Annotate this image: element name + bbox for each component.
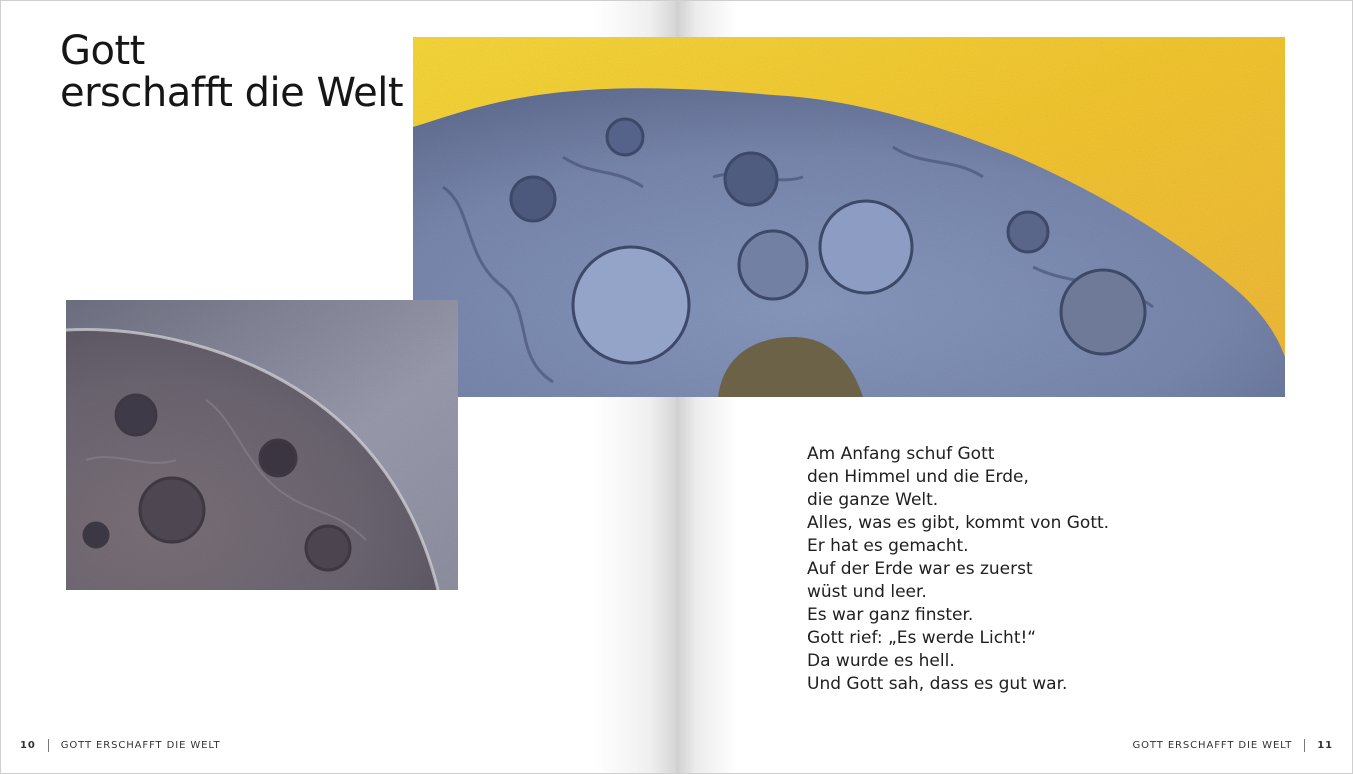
poem-line: wüst und leer.: [807, 582, 927, 602]
title-line-1: Gott: [60, 28, 145, 74]
planet-painting-small: [66, 300, 472, 590]
title-line-2: erschafft die Welt: [60, 70, 404, 116]
footer-divider: [48, 739, 49, 752]
poem-line: Alles, was es gibt, kommt von Gott.: [807, 513, 1110, 533]
poem-line: Gott rief: „Es werde Licht!“: [807, 628, 1037, 648]
page-title: [60, 30, 403, 114]
poem-line: Es war ganz finster.: [807, 605, 974, 625]
poem-line: Er hat es gemacht.: [807, 536, 969, 556]
poem-line: Auf der Erde war es zuerst: [807, 559, 1033, 579]
footer-divider: [1304, 739, 1305, 752]
running-title-left: GOTT ERSCHAFFT DIE WELT: [60, 740, 221, 751]
page-number-right: 11: [1317, 740, 1333, 751]
poem-line: den Himmel und die Erde,: [807, 467, 1029, 487]
page-number-left: 10: [20, 740, 36, 751]
poem-line: Am Anfang schuf Gott: [807, 444, 995, 464]
left-page-footer: [20, 739, 221, 752]
poem-text: [807, 443, 1109, 696]
poem-line: die ganze Welt.: [807, 490, 939, 510]
right-page-footer: [1133, 739, 1334, 752]
running-title-right: GOTT ERSCHAFFT DIE WELT: [1132, 740, 1293, 751]
planet-painting-large: [413, 37, 1285, 397]
poem-line: Da wurde es hell.: [807, 651, 955, 671]
poem-line: Und Gott sah, dass es gut war.: [807, 674, 1068, 694]
